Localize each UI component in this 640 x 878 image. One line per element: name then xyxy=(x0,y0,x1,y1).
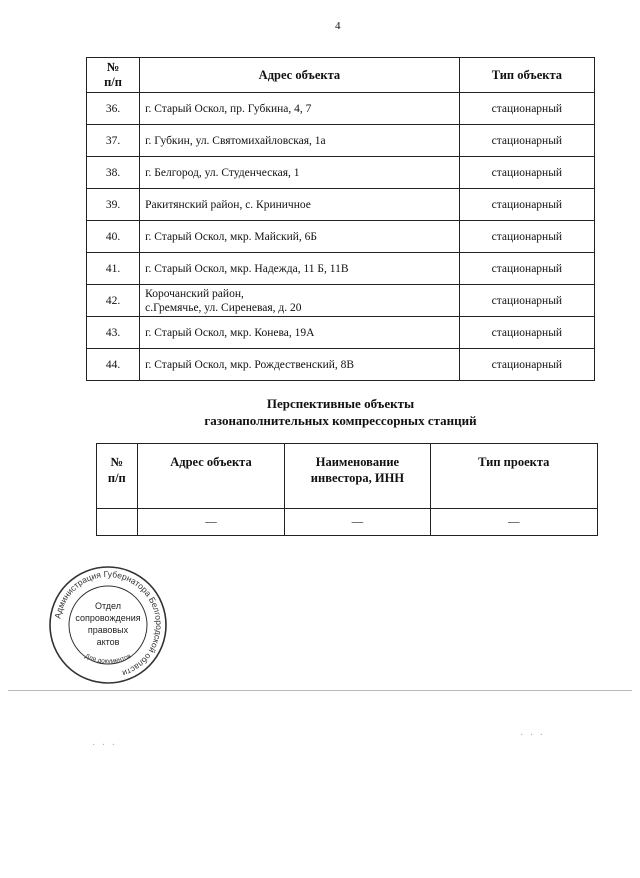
cell-number: 38. xyxy=(87,157,140,189)
cell-type: стационарный xyxy=(459,317,594,349)
col-header-address: Адрес объекта xyxy=(140,58,460,93)
cell-number xyxy=(97,509,138,536)
objects-table xyxy=(86,57,595,381)
cell-number: 39. xyxy=(87,189,140,221)
prospective-objects-table xyxy=(96,443,598,536)
cell-address: г. Старый Оскол, пр. Губкина, 4, 7 xyxy=(140,93,460,125)
col-header-type: Тип объекта xyxy=(459,58,594,93)
cell-address: г. Старый Оскол, мкр. Рождественский, 8В xyxy=(140,349,460,381)
cell-number: 42. xyxy=(87,285,140,317)
svg-text:Для документов xyxy=(84,653,133,665)
cell-address: г. Губкин, ул. Святомихайловская, 1а xyxy=(140,125,460,157)
stamp-line: правовых xyxy=(87,625,129,635)
table-row xyxy=(87,253,595,285)
table-row xyxy=(87,349,595,381)
scan-noise: · · · xyxy=(520,730,545,741)
col-header-number: № п/п xyxy=(87,58,140,93)
cell-address: г. Старый Оскол, мкр. Конева, 19А xyxy=(140,317,460,349)
cell-address: г. Старый Оскол, мкр. Майский, 6Б xyxy=(140,221,460,253)
scan-divider xyxy=(8,690,632,691)
page-number: 4 xyxy=(335,20,341,32)
cell-address: — xyxy=(137,509,285,536)
stamp-bottom-text: Для документов xyxy=(83,652,133,666)
table-row xyxy=(87,189,595,221)
cell-address: Ракитянский район, с. Криничное xyxy=(140,189,460,221)
col-header-number: № п/п xyxy=(97,444,138,509)
cell-type: стационарный xyxy=(459,221,594,253)
cell-type: стационарный xyxy=(459,285,594,317)
table-header-row xyxy=(87,58,595,93)
cell-type: стационарный xyxy=(459,125,594,157)
cell-project-type: — xyxy=(430,509,597,536)
scan-noise: · · · xyxy=(92,740,117,751)
cell-number: 44. xyxy=(87,349,140,381)
col-header-address: Адрес объекта xyxy=(137,444,285,509)
cell-type: стационарный xyxy=(459,253,594,285)
section-heading-line2: газонаполнительных компрессорных станций xyxy=(204,413,477,428)
cell-number: 41. xyxy=(87,253,140,285)
cell-type: стационарный xyxy=(459,349,594,381)
cell-number: 37. xyxy=(87,125,140,157)
cell-address: г. Белгород, ул. Студенческая, 1 xyxy=(140,157,460,189)
table-row xyxy=(87,157,595,189)
cell-address: Корочанский район, с.Гремячье, ул. Сиреневая, д. 20 xyxy=(140,285,460,317)
col-header-investor: Наименование инвестора, ИНН xyxy=(285,444,430,509)
stamp-ring-text: Администрация Губернатора Белгородской области xyxy=(52,568,165,679)
stamp-line: сопровождения xyxy=(75,613,141,623)
table-row xyxy=(87,93,595,125)
table-header-row xyxy=(97,444,598,509)
cell-number: 36. xyxy=(87,93,140,125)
table-row xyxy=(87,125,595,157)
cell-address: г. Старый Оскол, мкр. Надежда, 11 Б, 11В xyxy=(140,253,460,285)
cell-type: стационарный xyxy=(459,157,594,189)
table-row xyxy=(87,221,595,253)
cell-type: стационарный xyxy=(459,189,594,221)
stamp-line: Отдел xyxy=(94,601,122,611)
cell-number: 43. xyxy=(87,317,140,349)
cell-type: стационарный xyxy=(459,93,594,125)
stamp-line: актов xyxy=(96,637,120,647)
cell-investor: — xyxy=(285,509,430,536)
official-stamp xyxy=(46,563,170,687)
section-heading-line1: Перспективные объекты xyxy=(266,396,415,411)
table-row xyxy=(97,509,598,536)
col-header-project-type: Тип проекта xyxy=(430,444,597,509)
table-row xyxy=(87,285,595,317)
table-row xyxy=(87,317,595,349)
cell-number: 40. xyxy=(87,221,140,253)
